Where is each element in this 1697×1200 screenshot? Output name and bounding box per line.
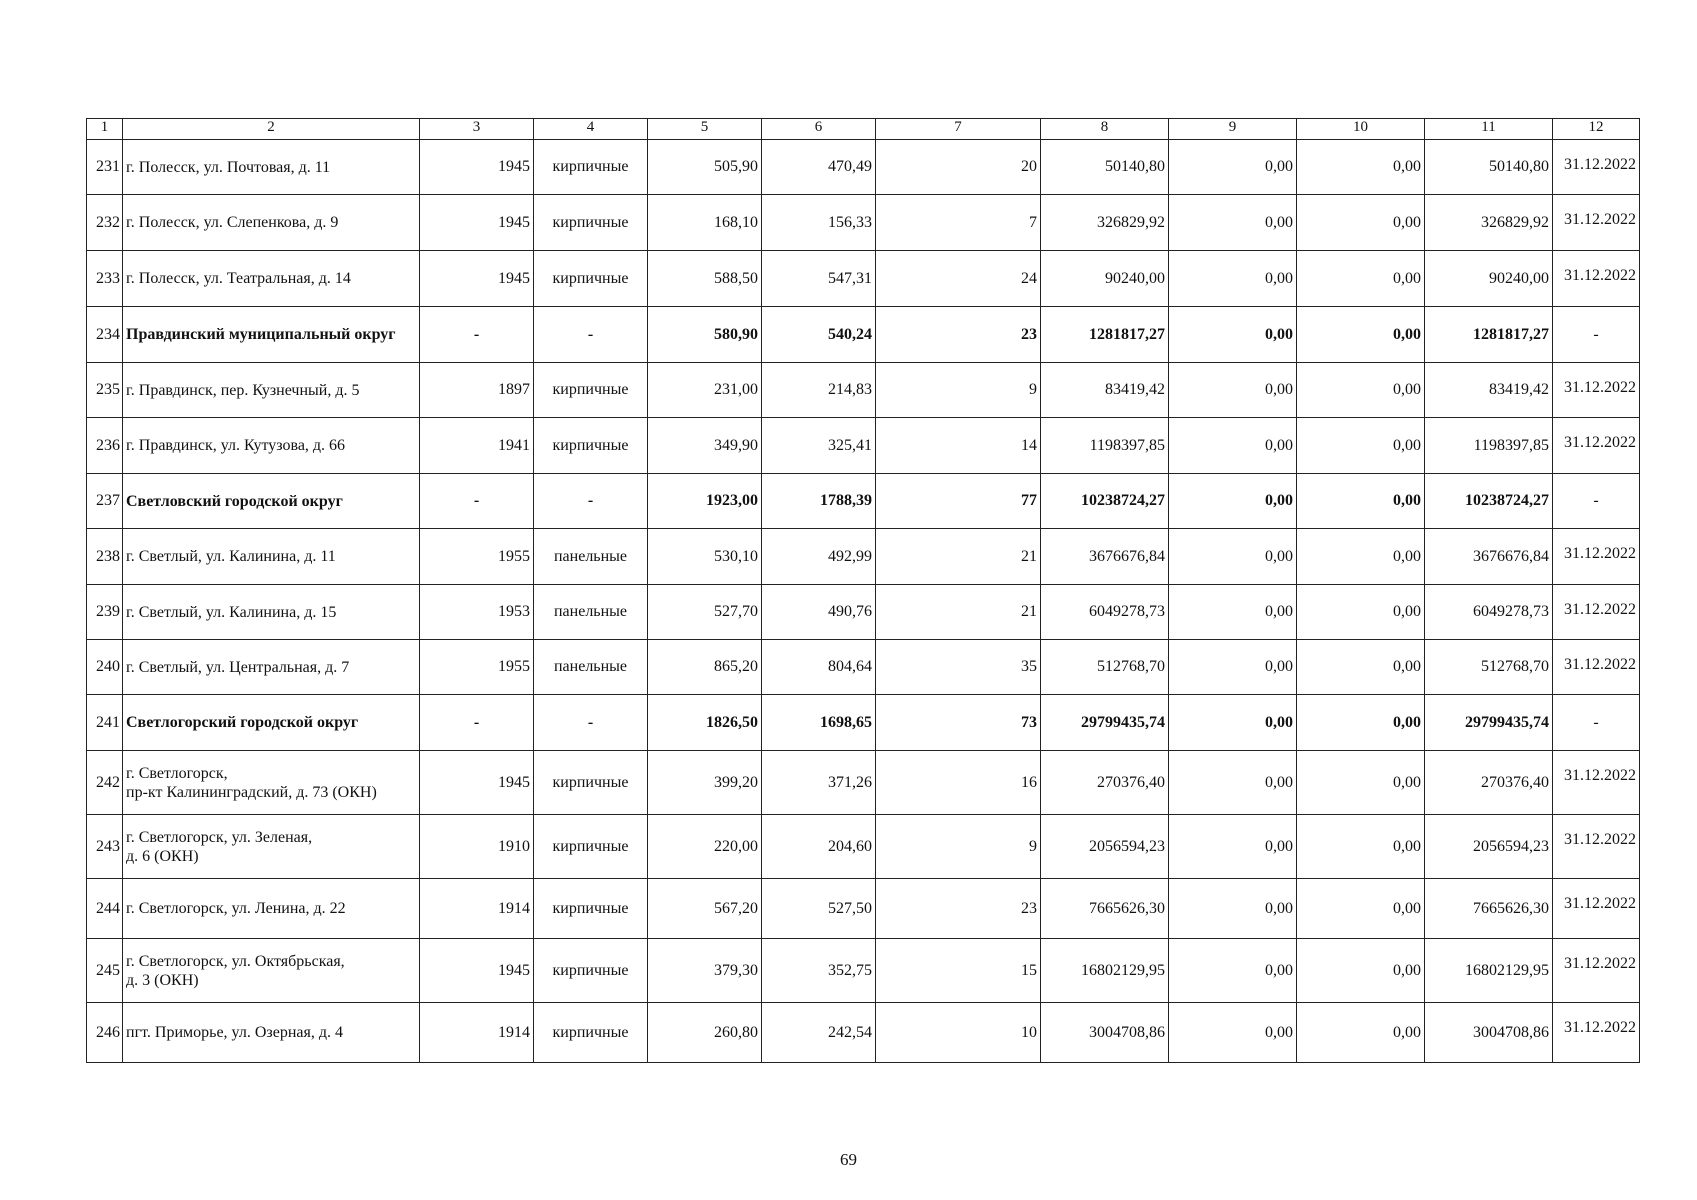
address-cell: Правдинский муниципальный округ — [123, 307, 420, 363]
deadline-date-cell: 31.12.2022 — [1553, 418, 1640, 474]
col10-cell: 0,00 — [1297, 363, 1425, 418]
year-cell: 1953 — [420, 585, 534, 640]
col10-cell: 0,00 — [1297, 418, 1425, 474]
year-cell: 1945 — [420, 251, 534, 307]
col10-cell: 0,00 — [1297, 695, 1425, 751]
row-number-cell: 234 — [87, 307, 123, 363]
col10-cell: 0,00 — [1297, 751, 1425, 815]
col7-cell: 20 — [876, 140, 1041, 195]
col11-cell: 83419,42 — [1425, 363, 1553, 418]
col6-cell: 470,49 — [762, 140, 876, 195]
address-cell: г. Светлый, ул. Калинина, д. 15 — [123, 585, 420, 640]
col10-cell: 0,00 — [1297, 474, 1425, 529]
row-number-cell: 239 — [87, 585, 123, 640]
wall-material-cell: кирпичные — [534, 815, 648, 879]
row-number-cell: 236 — [87, 418, 123, 474]
col11-cell: 3676676,84 — [1425, 529, 1553, 585]
col8-cell: 10238724,27 — [1041, 474, 1169, 529]
wall-material-cell: кирпичные — [534, 251, 648, 307]
col8-cell: 83419,42 — [1041, 363, 1169, 418]
col6-cell: 352,75 — [762, 939, 876, 1003]
col10-cell: 0,00 — [1297, 195, 1425, 251]
row-number-cell: 232 — [87, 195, 123, 251]
page-number: 69 — [840, 1150, 857, 1169]
col9-cell: 0,00 — [1169, 879, 1297, 939]
col5-cell: 527,70 — [648, 585, 762, 640]
district-total-row — [87, 307, 1640, 363]
col10-cell: 0,00 — [1297, 879, 1425, 939]
col9-cell: 0,00 — [1169, 815, 1297, 879]
col6-cell: 325,41 — [762, 418, 876, 474]
column-header: 2 — [123, 119, 420, 140]
col9-cell: 0,00 — [1169, 418, 1297, 474]
year-cell: - — [420, 695, 534, 751]
deadline-date-cell: 31.12.2022 — [1553, 751, 1640, 815]
address-cell: г. Светлогорск, ул. Зеленая, д. 6 (ОКН) — [123, 815, 420, 879]
col5-cell: 505,90 — [648, 140, 762, 195]
col6-cell: 540,24 — [762, 307, 876, 363]
wall-material-cell: кирпичные — [534, 751, 648, 815]
col8-cell: 3004708,86 — [1041, 1003, 1169, 1063]
col9-cell: 0,00 — [1169, 363, 1297, 418]
table-row — [87, 585, 1640, 640]
address-cell: г. Полесск, ул. Почтовая, д. 11 — [123, 140, 420, 195]
row-number-cell: 238 — [87, 529, 123, 585]
col11-cell: 1281817,27 — [1425, 307, 1553, 363]
wall-material-cell: кирпичные — [534, 140, 648, 195]
col5-cell: 530,10 — [648, 529, 762, 585]
deadline-date-cell: 31.12.2022 — [1553, 815, 1640, 879]
col7-cell: 23 — [876, 879, 1041, 939]
deadline-date-cell: 31.12.2022 — [1553, 251, 1640, 307]
column-header: 5 — [648, 119, 762, 140]
col5-cell: 1826,50 — [648, 695, 762, 751]
row-number-cell: 246 — [87, 1003, 123, 1063]
col8-cell: 1198397,85 — [1041, 418, 1169, 474]
year-cell: 1945 — [420, 140, 534, 195]
table-row — [87, 363, 1640, 418]
table-row — [87, 640, 1640, 695]
col11-cell: 29799435,74 — [1425, 695, 1553, 751]
row-number-cell: 242 — [87, 751, 123, 815]
col11-cell: 1198397,85 — [1425, 418, 1553, 474]
col5-cell: 379,30 — [648, 939, 762, 1003]
col7-cell: 15 — [876, 939, 1041, 1003]
table-row — [87, 1003, 1640, 1063]
wall-material-cell: панельные — [534, 640, 648, 695]
address-cell: Светловский городской округ — [123, 474, 420, 529]
col7-cell: 21 — [876, 529, 1041, 585]
col5-cell: 168,10 — [648, 195, 762, 251]
wall-material-cell: кирпичные — [534, 879, 648, 939]
col8-cell: 270376,40 — [1041, 751, 1169, 815]
wall-material-cell: кирпичные — [534, 1003, 648, 1063]
column-header: 11 — [1425, 119, 1553, 140]
deadline-date-cell: 31.12.2022 — [1553, 140, 1640, 195]
table-row — [87, 879, 1640, 939]
col7-cell: 7 — [876, 195, 1041, 251]
row-number-cell: 245 — [87, 939, 123, 1003]
address-cell: пгт. Приморье, ул. Озерная, д. 4 — [123, 1003, 420, 1063]
col9-cell: 0,00 — [1169, 751, 1297, 815]
address-cell: г. Полесск, ул. Слепенкова, д. 9 — [123, 195, 420, 251]
address-cell: г. Светлогорск, ул. Октябрьская, д. 3 (ОКН) — [123, 939, 420, 1003]
col8-cell: 29799435,74 — [1041, 695, 1169, 751]
col7-cell: 23 — [876, 307, 1041, 363]
year-cell: 1914 — [420, 1003, 534, 1063]
deadline-date-cell: 31.12.2022 — [1553, 529, 1640, 585]
col6-cell: 527,50 — [762, 879, 876, 939]
col9-cell: 0,00 — [1169, 695, 1297, 751]
year-cell: 1945 — [420, 195, 534, 251]
col5-cell: 588,50 — [648, 251, 762, 307]
col9-cell: 0,00 — [1169, 251, 1297, 307]
district-total-row — [87, 695, 1640, 751]
col6-cell: 371,26 — [762, 751, 876, 815]
wall-material-cell: - — [534, 474, 648, 529]
column-header: 9 — [1169, 119, 1297, 140]
year-cell: 1897 — [420, 363, 534, 418]
row-number-cell: 233 — [87, 251, 123, 307]
deadline-date-cell: - — [1553, 474, 1640, 529]
col10-cell: 0,00 — [1297, 140, 1425, 195]
col9-cell: 0,00 — [1169, 1003, 1297, 1063]
wall-material-cell: кирпичные — [534, 418, 648, 474]
col6-cell: 214,83 — [762, 363, 876, 418]
year-cell: 1945 — [420, 939, 534, 1003]
deadline-date-cell: 31.12.2022 — [1553, 640, 1640, 695]
col11-cell: 512768,70 — [1425, 640, 1553, 695]
col7-cell: 9 — [876, 815, 1041, 879]
deadline-date-cell: 31.12.2022 — [1553, 195, 1640, 251]
wall-material-cell: панельные — [534, 529, 648, 585]
col11-cell: 2056594,23 — [1425, 815, 1553, 879]
col9-cell: 0,00 — [1169, 585, 1297, 640]
col5-cell: 231,00 — [648, 363, 762, 418]
col9-cell: 0,00 — [1169, 939, 1297, 1003]
col7-cell: 14 — [876, 418, 1041, 474]
column-header: 10 — [1297, 119, 1425, 140]
col6-cell: 492,99 — [762, 529, 876, 585]
col8-cell: 1281817,27 — [1041, 307, 1169, 363]
address-cell: Светлогорский городской округ — [123, 695, 420, 751]
address-cell: г. Полесск, ул. Театральная, д. 14 — [123, 251, 420, 307]
col5-cell: 1923,00 — [648, 474, 762, 529]
col11-cell: 270376,40 — [1425, 751, 1553, 815]
year-cell: 1910 — [420, 815, 534, 879]
col8-cell: 16802129,95 — [1041, 939, 1169, 1003]
table-row — [87, 195, 1640, 251]
col9-cell: 0,00 — [1169, 195, 1297, 251]
col10-cell: 0,00 — [1297, 251, 1425, 307]
col8-cell: 7665626,30 — [1041, 879, 1169, 939]
address-cell: г. Светлогорск, пр-кт Калининградский, д. 73 (ОКН) — [123, 751, 420, 815]
col5-cell: 220,00 — [648, 815, 762, 879]
deadline-date-cell: 31.12.2022 — [1553, 585, 1640, 640]
col8-cell: 2056594,23 — [1041, 815, 1169, 879]
col11-cell: 6049278,73 — [1425, 585, 1553, 640]
col8-cell: 90240,00 — [1041, 251, 1169, 307]
col11-cell: 7665626,30 — [1425, 879, 1553, 939]
col6-cell: 547,31 — [762, 251, 876, 307]
col7-cell: 21 — [876, 585, 1041, 640]
wall-material-cell: панельные — [534, 585, 648, 640]
col6-cell: 1698,65 — [762, 695, 876, 751]
col7-cell: 16 — [876, 751, 1041, 815]
col8-cell: 512768,70 — [1041, 640, 1169, 695]
col11-cell: 16802129,95 — [1425, 939, 1553, 1003]
year-cell: 1955 — [420, 529, 534, 585]
column-header: 7 — [876, 119, 1041, 140]
column-header: 4 — [534, 119, 648, 140]
col6-cell: 242,54 — [762, 1003, 876, 1063]
wall-material-cell: - — [534, 307, 648, 363]
row-number-cell: 240 — [87, 640, 123, 695]
col10-cell: 0,00 — [1297, 1003, 1425, 1063]
row-number-cell: 235 — [87, 363, 123, 418]
col11-cell: 3004708,86 — [1425, 1003, 1553, 1063]
col9-cell: 0,00 — [1169, 307, 1297, 363]
col8-cell: 3676676,84 — [1041, 529, 1169, 585]
col8-cell: 6049278,73 — [1041, 585, 1169, 640]
col9-cell: 0,00 — [1169, 474, 1297, 529]
housing-register-table — [86, 118, 1640, 1063]
deadline-date-cell: - — [1553, 695, 1640, 751]
col11-cell: 10238724,27 — [1425, 474, 1553, 529]
year-cell: - — [420, 307, 534, 363]
year-cell: 1914 — [420, 879, 534, 939]
wall-material-cell: кирпичные — [534, 363, 648, 418]
col6-cell: 490,76 — [762, 585, 876, 640]
col5-cell: 567,20 — [648, 879, 762, 939]
row-number-cell: 237 — [87, 474, 123, 529]
col5-cell: 865,20 — [648, 640, 762, 695]
col11-cell: 50140,80 — [1425, 140, 1553, 195]
col9-cell: 0,00 — [1169, 529, 1297, 585]
column-header: 6 — [762, 119, 876, 140]
col7-cell: 24 — [876, 251, 1041, 307]
year-cell: - — [420, 474, 534, 529]
deadline-date-cell: 31.12.2022 — [1553, 879, 1640, 939]
column-header: 12 — [1553, 119, 1640, 140]
table-row — [87, 251, 1640, 307]
table-row — [87, 751, 1640, 815]
col8-cell: 50140,80 — [1041, 140, 1169, 195]
col10-cell: 0,00 — [1297, 529, 1425, 585]
col10-cell: 0,00 — [1297, 640, 1425, 695]
column-header: 3 — [420, 119, 534, 140]
col7-cell: 35 — [876, 640, 1041, 695]
year-cell: 1941 — [420, 418, 534, 474]
district-total-row — [87, 474, 1640, 529]
col9-cell: 0,00 — [1169, 640, 1297, 695]
deadline-date-cell: - — [1553, 307, 1640, 363]
column-number-header-row — [87, 119, 1640, 140]
col10-cell: 0,00 — [1297, 307, 1425, 363]
table-row — [87, 418, 1640, 474]
col5-cell: 580,90 — [648, 307, 762, 363]
table-row — [87, 529, 1640, 585]
deadline-date-cell: 31.12.2022 — [1553, 363, 1640, 418]
row-number-cell: 244 — [87, 879, 123, 939]
address-cell: г. Светлый, ул. Калинина, д. 11 — [123, 529, 420, 585]
column-header: 8 — [1041, 119, 1169, 140]
col5-cell: 260,80 — [648, 1003, 762, 1063]
wall-material-cell: - — [534, 695, 648, 751]
table-row — [87, 939, 1640, 1003]
col9-cell: 0,00 — [1169, 140, 1297, 195]
deadline-date-cell: 31.12.2022 — [1553, 1003, 1640, 1063]
col7-cell: 73 — [876, 695, 1041, 751]
wall-material-cell: кирпичные — [534, 939, 648, 1003]
col8-cell: 326829,92 — [1041, 195, 1169, 251]
year-cell: 1945 — [420, 751, 534, 815]
col7-cell: 77 — [876, 474, 1041, 529]
table-row — [87, 815, 1640, 879]
column-header: 1 — [87, 119, 123, 140]
address-cell: г. Светлый, ул. Центральная, д. 7 — [123, 640, 420, 695]
wall-material-cell: кирпичные — [534, 195, 648, 251]
col6-cell: 804,64 — [762, 640, 876, 695]
address-cell: г. Правдинск, пер. Кузнечный, д. 5 — [123, 363, 420, 418]
col6-cell: 1788,39 — [762, 474, 876, 529]
col6-cell: 204,60 — [762, 815, 876, 879]
table-row — [87, 140, 1640, 195]
col10-cell: 0,00 — [1297, 585, 1425, 640]
row-number-cell: 243 — [87, 815, 123, 879]
col11-cell: 90240,00 — [1425, 251, 1553, 307]
row-number-cell: 241 — [87, 695, 123, 751]
col6-cell: 156,33 — [762, 195, 876, 251]
col5-cell: 399,20 — [648, 751, 762, 815]
col10-cell: 0,00 — [1297, 815, 1425, 879]
col7-cell: 9 — [876, 363, 1041, 418]
col7-cell: 10 — [876, 1003, 1041, 1063]
address-cell: г. Правдинск, ул. Кутузова, д. 66 — [123, 418, 420, 474]
deadline-date-cell: 31.12.2022 — [1553, 939, 1640, 1003]
address-cell: г. Светлогорск, ул. Ленина, д. 22 — [123, 879, 420, 939]
col11-cell: 326829,92 — [1425, 195, 1553, 251]
col10-cell: 0,00 — [1297, 939, 1425, 1003]
year-cell: 1955 — [420, 640, 534, 695]
col5-cell: 349,90 — [648, 418, 762, 474]
row-number-cell: 231 — [87, 140, 123, 195]
